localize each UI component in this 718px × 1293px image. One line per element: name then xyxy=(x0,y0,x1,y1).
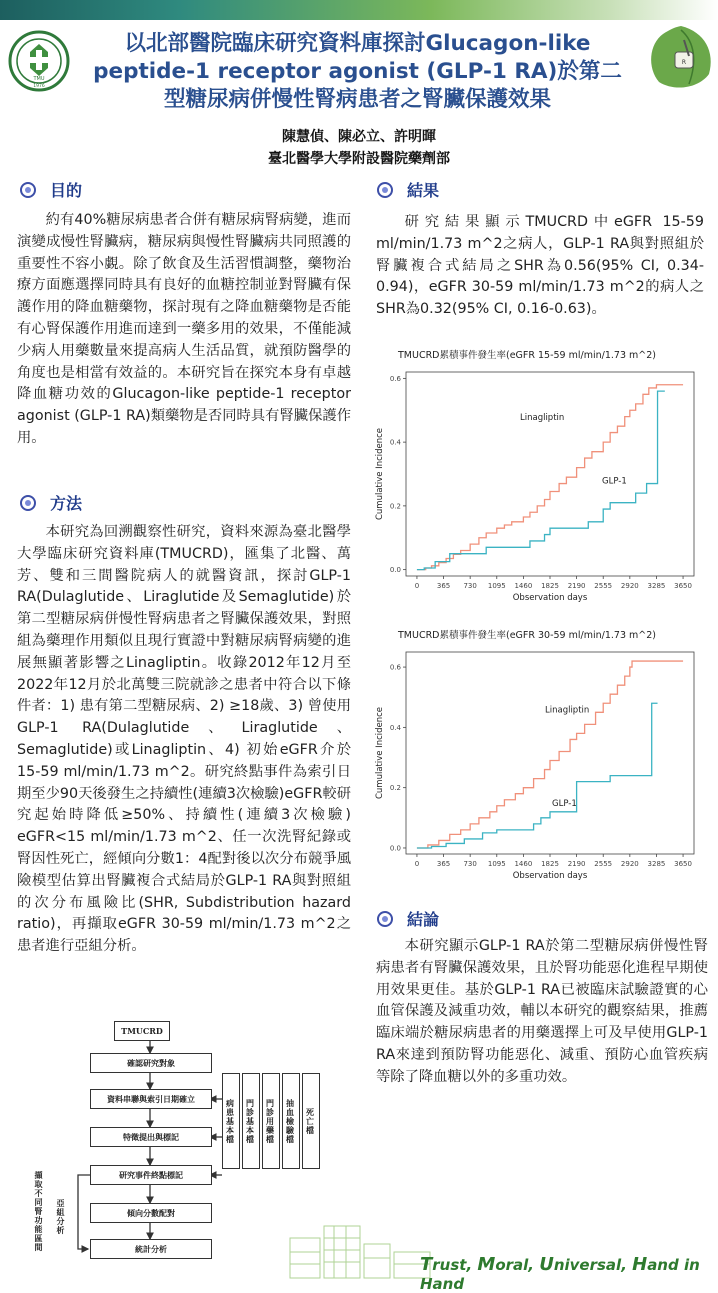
flow-step-tmucrd: TMUCRD xyxy=(114,1021,170,1041)
y-tick-label: 0.0 xyxy=(389,844,401,853)
tagline-and: and in Hand xyxy=(420,1256,700,1293)
series-label: Linagliptin xyxy=(520,412,565,423)
title-line-3: 型糖尿病併慢性腎病患者之腎臟保護效果 xyxy=(163,87,551,112)
affiliation: 臺北醫學大學附設醫院藥劑部 xyxy=(268,151,450,167)
source-death: 死亡檔 xyxy=(302,1073,320,1169)
flow-step-features: 特徵提出與標記 xyxy=(90,1127,212,1147)
purpose-text xyxy=(17,210,351,450)
x-tick-label: 1825 xyxy=(541,582,559,590)
bullet-icon xyxy=(377,911,393,927)
incidence-chart-15-59 xyxy=(370,346,710,612)
x-axis-label: Observation days xyxy=(512,871,588,881)
x-tick-label: 2190 xyxy=(567,582,586,590)
poster-title xyxy=(70,30,645,114)
chart-title: TMUCRD累積事件發生率(eGFR 15-59 ml/min/1.73 m^2) xyxy=(398,350,656,361)
flow-step-matching: 傾向分數配對 xyxy=(90,1203,212,1223)
y-tick-label: 0.2 xyxy=(389,784,401,793)
flow-step-linkage: 資料串聯與索引日期確立 xyxy=(90,1089,212,1109)
x-tick-label: 365 xyxy=(436,860,451,868)
chart-title: TMUCRD累積事件發生率(eGFR 30-59 ml/min/1.73 m^2) xyxy=(398,630,656,641)
x-tick-label: 3650 xyxy=(674,582,692,590)
results-title: 結果 xyxy=(407,181,440,200)
logo-label: TMU xyxy=(33,76,45,82)
flow-step-subjects: 確認研究對象 xyxy=(90,1053,212,1073)
bullet-icon xyxy=(377,182,393,198)
conclusion-heading xyxy=(377,907,439,930)
logo-year: 1976 xyxy=(33,84,45,89)
conclusion-text xyxy=(376,936,708,1089)
y-tick-label: 0.4 xyxy=(389,723,401,732)
title-line-1: 以北部醫院臨床研究資料庫探討Glucagon-like xyxy=(124,31,591,56)
campus-building-sketch xyxy=(280,1218,440,1280)
methods-text xyxy=(17,522,351,958)
svg-text:R: R xyxy=(681,59,687,66)
source-patient-basic: 病患基本檔 xyxy=(222,1073,240,1169)
x-tick-label: 3285 xyxy=(647,860,666,868)
series-label: Linagliptin xyxy=(545,705,590,716)
tagline-u: U xyxy=(539,1254,554,1275)
x-tick-label: 0 xyxy=(414,860,420,868)
y-tick-label: 0.0 xyxy=(389,566,401,575)
source-lab-tests: 抽血檢驗檔 xyxy=(282,1073,300,1169)
purpose-title: 目的 xyxy=(50,181,83,200)
x-tick-label: 2920 xyxy=(620,582,639,590)
y-tick-label: 0.4 xyxy=(389,438,401,447)
title-line-2: peptide-1 receptor agonist (GLP-1 RA)於第二 xyxy=(93,59,622,84)
x-tick-label: 1095 xyxy=(487,860,506,868)
plot-frame xyxy=(406,372,694,576)
side-label-kidney-range: 擷取不同腎功能區間 xyxy=(34,1171,44,1252)
x-axis-label: Observation days xyxy=(512,593,588,603)
x-tick-label: 2920 xyxy=(620,860,639,868)
methods-title: 方法 xyxy=(50,494,83,513)
x-tick-label: 1095 xyxy=(487,582,506,590)
incidence-chart-30-59 xyxy=(370,626,710,886)
x-tick-label: 1825 xyxy=(541,860,559,868)
purpose-paragraph: 約有40%糖尿病患者合併有糖尿病腎病變，進而演變成慢性腎臟病，糖尿病與慢性腎臟病共同照護的重要性不容小覷。除了飲食及生活習慣調整，藥物治療方面應選擇同時具有良好的血糖控制並對腎臟有保護作用的降血糖藥物，探討現有之降血糖藥物是否能有心腎保護作用進而達到一藥多用的效果，不僅能減少病人用藥數量來提高病人生活品質，就預防醫學的角度也是相當有效益的。本研究旨在探究本身有卓越降血糖功效的Glucagon-like peptide-1 receptor agonist (GLP-1 RA)類藥物是否同時具有腎臟保護作用。 xyxy=(17,212,351,446)
x-tick-label: 730 xyxy=(463,860,477,868)
bullet-icon xyxy=(20,182,36,198)
y-tick-label: 0.6 xyxy=(389,374,401,383)
x-tick-label: 3285 xyxy=(647,582,666,590)
tagline-oral: oral, xyxy=(495,1256,540,1274)
y-tick-label: 0.6 xyxy=(389,663,401,672)
purpose-heading xyxy=(20,178,82,201)
y-tick-label: 0.2 xyxy=(389,502,401,511)
x-tick-label: 1460 xyxy=(514,860,533,868)
tagline-niversal: niversal, xyxy=(553,1256,633,1274)
x-tick-label: 3650 xyxy=(674,860,692,868)
methods-paragraph: 本研究為回溯觀察性研究，資料來源為臺北醫學大學臨床研究資料庫(TMUCRD)，匯集了北醫、萬芳、雙和三間醫院病人的就醫資訊，探討GLP-1 RA(Dulaglutide、Liraglutide及Semaglutide)於第二型糖尿病併慢性腎病患者之腎臟保護效果，對照組為藥理作用類似且現行實證中對糖尿病腎病變的進展無顯著影響之Linagliptin。收錄2012年12月至2022年12月於北萬雙三院就診之患者中符合以下條件者：1) 患有第二型糖尿病、2) ≥18歲、3) 曾使用GLP-1 RA(Dulaglutide、Liraglutide、Semaglutide)或Linagliptin、4) 初始eGFR介於15-59 ml/min/1.73 m^2。研究終點事件為索引日期至少90天後發生之持續性(連續3次檢驗)eGFR較研究起始時降低≥50%、持續性(連續3次檢驗) eGFR<15 ml/min/1.73 m^2、任一次洗腎紀錄或腎因性死亡，經傾向分數1：4配對後以次分布競爭風險模型估算出腎臟複合式結局於GLP-1 RA與對照組的次分布風險比(SHR, Subdistribution hazard ratio)，再擷取eGFR 30-59 ml/min/1.73 m^2之患者進行亞組分析。 xyxy=(17,524,351,955)
side-label-subgroup: 亞組分析 xyxy=(56,1199,66,1235)
bullet-icon xyxy=(20,495,36,511)
y-axis-label: Cumulative Incidence xyxy=(375,427,385,521)
tagline-t: T xyxy=(420,1254,433,1275)
source-outpatient-drug: 門診用藥檔 xyxy=(262,1073,280,1169)
tagline xyxy=(420,1254,718,1293)
x-tick-label: 1460 xyxy=(514,582,533,590)
results-heading xyxy=(377,178,439,201)
series-label: GLP-1 xyxy=(602,476,627,487)
x-tick-label: 0 xyxy=(414,582,420,590)
hospital-seal-icon xyxy=(8,30,70,92)
authors: 陳慧偵、陳必立、許明暉 xyxy=(282,129,436,145)
x-tick-label: 2555 xyxy=(594,582,613,590)
y-axis-label: Cumulative Incidence xyxy=(375,706,385,800)
flow-step-analysis: 統計分析 xyxy=(90,1239,212,1259)
x-tick-label: 365 xyxy=(436,582,451,590)
conclusion-title: 結論 xyxy=(407,910,440,929)
results-paragraph: 研究結果顯示TMUCRD中eGFR 15-59 ml/min/1.73 m^2之病人，GLP-1 RA與對照組於腎臟複合式結局之SHR為0.56(95% CI, 0.34-0.94)，eGFR 30-59 ml/min/1.73 m^2的病人之SHR為0.32(95% CI, 0.16-0.63)。 xyxy=(376,214,704,318)
flow-step-endpoints: 研究事件終點標記 xyxy=(90,1165,212,1185)
tagline-rust: rust, xyxy=(432,1256,478,1274)
source-outpatient-basic: 門診基本檔 xyxy=(242,1073,260,1169)
series-label: GLP-1 xyxy=(552,798,577,809)
x-tick-label: 2190 xyxy=(567,860,586,868)
x-tick-label: 730 xyxy=(463,582,477,590)
x-tick-label: 2555 xyxy=(594,860,613,868)
methods-heading xyxy=(20,491,82,514)
plot-frame xyxy=(406,652,694,854)
tagline-m: M xyxy=(477,1254,496,1275)
tagline-h: H xyxy=(632,1254,648,1275)
leaf-mortar-icon xyxy=(645,22,717,94)
results-text xyxy=(376,212,704,321)
top-gradient-bar xyxy=(0,0,718,20)
conclusion-paragraph: 本研究顯示GLP-1 RA於第二型糖尿病併慢性腎病患者有腎臟保護效果，且於腎功能惡化進程早期使用效果更佳。基於GLP-1 RA已被臨床試驗證實的心血管保護及減重功效，輔以本研究的觀察結果，推薦臨床端於糖尿病患者的用藥選擇上可及早使用GLP-1 RA來達到預防腎功能惡化、減重、預防心血管疾病等除了降血糖以外的多重功效。 xyxy=(376,938,708,1085)
